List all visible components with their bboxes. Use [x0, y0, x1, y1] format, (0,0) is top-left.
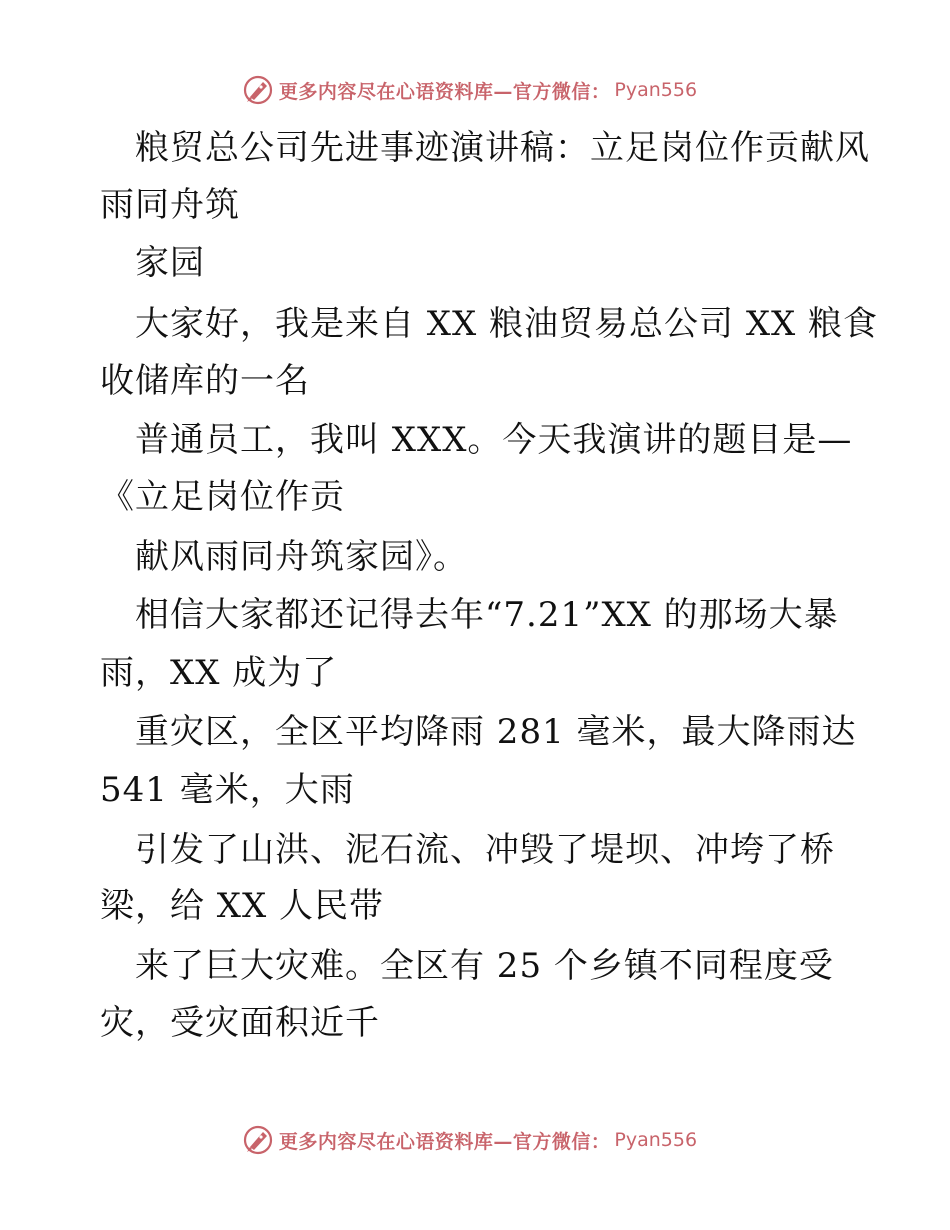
- header-banner-text: 更多内容尽在心语资料库—官方微信：: [278, 80, 611, 103]
- header-banner[interactable]: [0, 70, 950, 110]
- document-line: 引发了山洪、泥石流、冲毁了堤坝、冲垮了桥: [135, 830, 835, 870]
- document-line: 相信大家都还记得去年“7.21”XX 的那场大暴: [135, 595, 839, 635]
- document-line: 《立足岗位作贡: [100, 477, 345, 517]
- document-line: 梁，给 XX 人民带: [100, 886, 385, 926]
- document-line: 灾，受灾面积近千: [100, 1003, 380, 1043]
- document-line: 家园: [135, 243, 205, 283]
- document-line: 献风雨同舟筑家园》。: [135, 537, 468, 577]
- document-line: 541 毫米，大雨: [100, 770, 355, 810]
- document-line: 收储库的一名: [100, 361, 310, 401]
- document-line: 大家好，我是来自 XX 粮油贸易总公司 XX 粮食: [135, 304, 879, 344]
- document-line: 雨同舟筑: [100, 185, 240, 225]
- document-line: 雨，XX 成为了: [100, 653, 338, 693]
- header-banner-contact: Pyan556: [614, 79, 698, 101]
- footer-banner-contact: Pyan556: [614, 1129, 698, 1151]
- fountain-pen-logo-icon: [241, 1123, 275, 1157]
- header-banner-content[interactable]: [241, 73, 697, 107]
- fountain-pen-logo-icon: [241, 73, 275, 107]
- document-line: 来了巨大灾难。全区有 25 个乡镇不同程度受: [135, 946, 834, 986]
- footer-banner[interactable]: [0, 1120, 950, 1160]
- footer-banner-content[interactable]: [241, 1123, 697, 1157]
- document-line: 粮贸总公司先进事迹演讲稿：立足岗位作贡献风: [135, 128, 870, 168]
- document-line: 重灾区，全区平均降雨 281 毫米，最大降雨达: [135, 712, 857, 752]
- document-line: 普通员工，我叫 XXX。今天我演讲的题目是—: [135, 420, 853, 460]
- footer-banner-text: 更多内容尽在心语资料库—官方微信：: [278, 1130, 611, 1153]
